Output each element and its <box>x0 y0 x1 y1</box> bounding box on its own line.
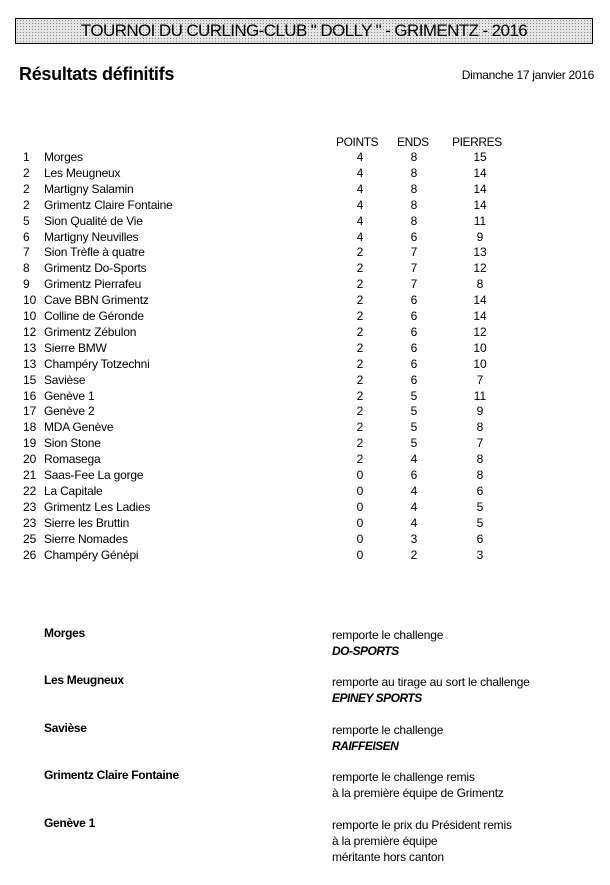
team-cell: Martigny Neuvilles <box>44 229 139 244</box>
points-cell: 0 <box>356 515 364 530</box>
ends-cell: 7 <box>410 277 418 292</box>
points-cell: 0 <box>356 499 364 514</box>
award-line: remporte le challenge <box>332 628 444 642</box>
table-row <box>0 451 610 467</box>
rank-cell: 1 <box>23 150 30 164</box>
pierres-cell: 7 <box>476 436 484 451</box>
ends-cell: 8 <box>410 150 418 164</box>
rank-cell: 18 <box>23 420 37 435</box>
team-cell: Saas-Fee La gorge <box>44 468 144 482</box>
ends-cell: 7 <box>410 261 418 276</box>
points-cell: 2 <box>356 436 364 451</box>
award-description <box>332 674 530 706</box>
points-cell: 0 <box>356 483 364 498</box>
rank-cell: 13 <box>23 356 37 371</box>
points-cell: 4 <box>356 229 364 244</box>
pierres-cell: 10 <box>473 356 487 371</box>
team-cell: Sierre les Bruttin <box>44 515 130 530</box>
ends-cell: 6 <box>410 324 418 339</box>
ends-cell: 5 <box>410 388 418 403</box>
rank-cell: 12 <box>23 324 37 339</box>
team-cell: Sierre BMW <box>44 340 107 355</box>
rank-cell: 8 <box>23 261 30 276</box>
ends-cell: 8 <box>410 213 418 228</box>
pierres-cell: 6 <box>476 483 484 498</box>
team-cell: Genève 1 <box>44 388 95 403</box>
team-cell: Sierre Nomades <box>44 531 128 546</box>
award-line: à la première équipe <box>332 834 438 848</box>
pierres-cell: 10 <box>473 340 487 355</box>
event-date: Dimanche 17 janvier 2016 <box>461 68 594 82</box>
rank-cell: 20 <box>23 452 37 467</box>
table-row <box>0 388 610 404</box>
ends-cell: 4 <box>410 515 418 530</box>
award-description <box>332 722 443 754</box>
award-team: Morges <box>44 626 85 640</box>
team-cell: La Capitale <box>44 483 103 498</box>
table-row <box>0 483 610 499</box>
points-cell: 2 <box>356 420 364 435</box>
rank-cell: 2 <box>23 165 30 180</box>
points-cell: 0 <box>356 547 364 562</box>
team-cell: Sion Stone <box>44 436 101 451</box>
rank-cell: 10 <box>23 309 37 323</box>
rank-cell: 9 <box>23 277 30 292</box>
table-row <box>0 197 610 213</box>
award-line: remporte au tirage au sort le challenge <box>332 675 530 689</box>
table-row <box>0 308 610 324</box>
team-cell: Sion Qualité de Vie <box>44 213 143 228</box>
challenge-name: EPINEY SPORTS <box>332 691 422 705</box>
team-cell: Sion Trèfle à quatre <box>44 245 145 260</box>
pierres-cell: 6 <box>476 531 484 546</box>
table-row <box>0 181 610 197</box>
pierres-cell: 15 <box>473 150 487 164</box>
rank-cell: 19 <box>23 436 37 451</box>
pierres-cell: 9 <box>476 404 484 419</box>
pierres-cell: 5 <box>476 515 484 530</box>
ends-cell: 7 <box>410 245 418 260</box>
table-row <box>0 149 610 165</box>
points-cell: 0 <box>356 468 364 482</box>
award-description <box>332 817 512 865</box>
challenge-name: RAIFFEISEN <box>332 739 399 753</box>
points-cell: 4 <box>356 197 364 212</box>
rank-cell: 15 <box>23 372 37 387</box>
ends-cell: 3 <box>410 531 418 546</box>
rank-cell: 17 <box>23 404 37 419</box>
points-cell: 2 <box>356 388 364 403</box>
points-cell: 2 <box>356 324 364 339</box>
award-description <box>332 769 504 801</box>
pierres-cell: 8 <box>476 420 484 435</box>
column-header-pierres: PIERRES <box>452 135 502 149</box>
table-row <box>0 229 610 245</box>
award-team: Grimentz Claire Fontaine <box>44 768 179 782</box>
pierres-cell: 14 <box>473 181 487 196</box>
award-line: remporte le challenge remis <box>332 770 475 784</box>
pierres-cell: 8 <box>476 277 484 292</box>
table-row <box>0 499 610 515</box>
table-row <box>0 419 610 435</box>
team-cell: Grimentz Pierrafeu <box>44 277 142 292</box>
ends-cell: 5 <box>410 436 418 451</box>
ends-cell: 6 <box>410 468 418 482</box>
table-row <box>0 467 610 483</box>
points-cell: 2 <box>356 372 364 387</box>
ends-cell: 8 <box>410 181 418 196</box>
ends-cell: 6 <box>410 293 418 308</box>
ends-cell: 4 <box>410 483 418 498</box>
points-cell: 0 <box>356 531 364 546</box>
team-cell: Martigny Salamin <box>44 181 134 196</box>
ends-cell: 4 <box>410 499 418 514</box>
table-row <box>0 531 610 547</box>
team-cell: Grimentz Zébulon <box>44 324 137 339</box>
team-cell: Genève 2 <box>44 404 95 419</box>
team-cell: Les Meugneux <box>44 165 121 180</box>
table-row <box>0 435 610 451</box>
ends-cell: 5 <box>410 404 418 419</box>
team-cell: Romasega <box>44 452 101 467</box>
points-cell: 4 <box>356 213 364 228</box>
table-row <box>0 515 610 531</box>
points-cell: 2 <box>356 356 364 371</box>
rank-cell: 25 <box>23 531 37 546</box>
award-description <box>332 627 443 659</box>
points-cell: 2 <box>356 309 364 323</box>
page-subtitle: Résultats définitifs <box>19 64 175 84</box>
table-row <box>0 403 610 419</box>
rank-cell: 21 <box>23 468 37 482</box>
ends-cell: 6 <box>410 229 418 244</box>
pierres-cell: 5 <box>476 499 484 514</box>
pierres-cell: 11 <box>473 213 487 228</box>
pierres-cell: 12 <box>473 324 487 339</box>
pierres-cell: 13 <box>473 245 487 260</box>
table-row <box>0 372 610 388</box>
table-row <box>0 356 610 372</box>
award-line: remporte le challenge <box>332 723 444 737</box>
team-cell: Grimentz Les Ladies <box>44 499 151 514</box>
pierres-cell: 14 <box>473 309 487 323</box>
points-cell: 2 <box>356 452 364 467</box>
ends-cell: 6 <box>410 356 418 371</box>
points-cell: 4 <box>356 181 364 196</box>
award-team: Savièse <box>44 721 87 735</box>
table-row <box>0 213 610 229</box>
award-line: à la première équipe de Grimentz <box>332 786 504 800</box>
rank-cell: 2 <box>23 181 30 196</box>
points-cell: 2 <box>356 245 364 260</box>
pierres-cell: 8 <box>476 468 484 482</box>
points-cell: 2 <box>356 277 364 292</box>
rank-cell: 23 <box>23 499 37 514</box>
pierres-cell: 7 <box>476 372 484 387</box>
table-row <box>0 244 610 260</box>
challenge-name: DO-SPORTS <box>332 644 399 658</box>
points-cell: 2 <box>356 293 364 308</box>
ends-cell: 6 <box>410 372 418 387</box>
table-row <box>0 276 610 292</box>
ends-cell: 8 <box>410 165 418 180</box>
points-cell: 2 <box>356 261 364 276</box>
rank-cell: 26 <box>23 547 37 562</box>
points-cell: 2 <box>356 404 364 419</box>
table-row <box>0 547 610 563</box>
pierres-cell: 3 <box>476 547 484 562</box>
rank-cell: 6 <box>23 229 30 244</box>
pierres-cell: 9 <box>476 229 484 244</box>
ends-cell: 4 <box>410 452 418 467</box>
team-cell: Champéry Totzechni <box>44 356 150 371</box>
rank-cell: 7 <box>23 245 30 260</box>
award-team: Les Meugneux <box>44 673 124 687</box>
pierres-cell: 11 <box>473 388 487 403</box>
document-title: TOURNOI DU CURLING-CLUB " DOLLY " - GRIMENTZ - 2016 <box>15 18 593 44</box>
table-row <box>0 324 610 340</box>
rank-cell: 5 <box>23 213 30 228</box>
ends-cell: 6 <box>410 309 418 323</box>
pierres-cell: 8 <box>476 452 484 467</box>
points-cell: 4 <box>356 150 364 164</box>
pierres-cell: 12 <box>473 261 487 276</box>
team-cell: Savièse <box>44 372 86 387</box>
pierres-cell: 14 <box>473 293 487 308</box>
rank-cell: 16 <box>23 388 37 403</box>
pierres-cell: 14 <box>473 165 487 180</box>
rank-cell: 22 <box>23 483 37 498</box>
pierres-cell: 14 <box>473 197 487 212</box>
team-cell: Grimentz Claire Fontaine <box>44 197 173 212</box>
team-cell: Grimentz Do-Sports <box>44 261 147 276</box>
ends-cell: 5 <box>410 420 418 435</box>
rank-cell: 2 <box>23 197 30 212</box>
points-cell: 4 <box>356 165 364 180</box>
column-header-points: POINTS <box>336 135 379 149</box>
table-row <box>0 340 610 356</box>
team-cell: Cave BBN Grimentz <box>44 293 149 308</box>
rank-cell: 23 <box>23 515 37 530</box>
rank-cell: 13 <box>23 340 37 355</box>
team-cell: Colline de Géronde <box>44 309 144 323</box>
table-row <box>0 292 610 308</box>
table-row <box>0 165 610 181</box>
award-line: méritante hors canton <box>332 850 444 864</box>
award-line: remporte le prix du Président remis <box>332 818 512 832</box>
column-header-ends: ENDS <box>397 135 429 149</box>
award-team: Genève 1 <box>44 816 95 830</box>
rank-cell: 10 <box>23 293 37 308</box>
points-cell: 2 <box>356 340 364 355</box>
team-cell: MDA Genève <box>44 420 114 435</box>
ends-cell: 2 <box>410 547 418 562</box>
team-cell: Morges <box>44 150 83 164</box>
ends-cell: 6 <box>410 340 418 355</box>
team-cell: Champéry Génépi <box>44 547 139 562</box>
ends-cell: 8 <box>410 197 418 212</box>
table-row <box>0 260 610 276</box>
